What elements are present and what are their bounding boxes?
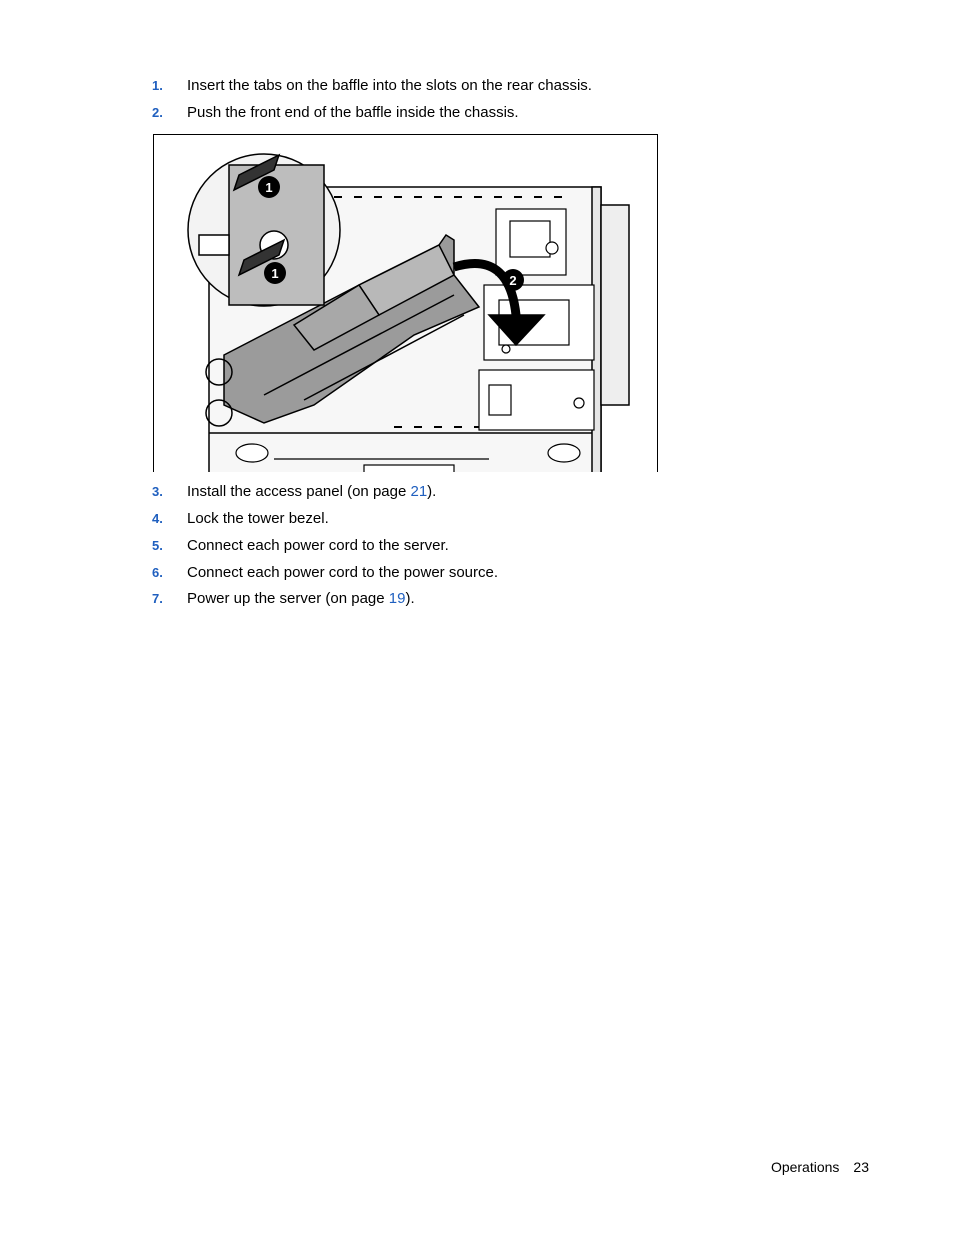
callout-label: 1 xyxy=(265,180,273,195)
step-text: Insert the tabs on the baffle into the slots on the rear chassis. xyxy=(187,77,592,94)
step-text: Lock the tower bezel. xyxy=(187,510,329,527)
step-1 xyxy=(152,77,592,95)
footer-page-number: 23 xyxy=(853,1159,869,1175)
step-4 xyxy=(152,510,329,528)
chassis-illustration xyxy=(154,135,658,472)
step-text: Power up the server (on page xyxy=(187,590,389,607)
step-text: Push the front end of the baffle inside the chassis. xyxy=(187,104,519,121)
step-number: 2. xyxy=(152,105,163,120)
page-link-19[interactable]: 19 xyxy=(388,590,406,607)
step-number: 7. xyxy=(152,591,163,606)
step-3 xyxy=(152,483,436,501)
callout-1-top xyxy=(258,176,280,198)
baffle-installation-figure xyxy=(153,134,658,472)
callout-2 xyxy=(502,269,524,291)
page-link-21[interactable]: 21 xyxy=(410,483,428,500)
step-number: 5. xyxy=(152,538,163,553)
step-text: Connect each power cord to the power source. xyxy=(187,564,499,581)
step-text: Install the access panel (on page xyxy=(187,483,411,500)
step-2 xyxy=(152,104,519,122)
step-text-end: ). xyxy=(427,483,437,500)
step-text: Connect each power cord to the server. xyxy=(187,537,449,554)
callout-label: 1 xyxy=(271,266,279,281)
page-footer xyxy=(771,1159,869,1175)
step-text-end: ). xyxy=(405,590,415,607)
step-6 xyxy=(152,564,498,582)
callout-label: 2 xyxy=(509,273,517,288)
step-number: 3. xyxy=(152,484,163,499)
step-number: 6. xyxy=(152,565,163,580)
step-5 xyxy=(152,537,449,555)
step-number: 1. xyxy=(152,78,163,93)
step-number: 4. xyxy=(152,511,163,526)
magnified-inset xyxy=(188,154,340,306)
step-7 xyxy=(152,590,415,608)
footer-section: Operations xyxy=(770,1159,840,1175)
callout-1-bottom xyxy=(264,262,286,284)
